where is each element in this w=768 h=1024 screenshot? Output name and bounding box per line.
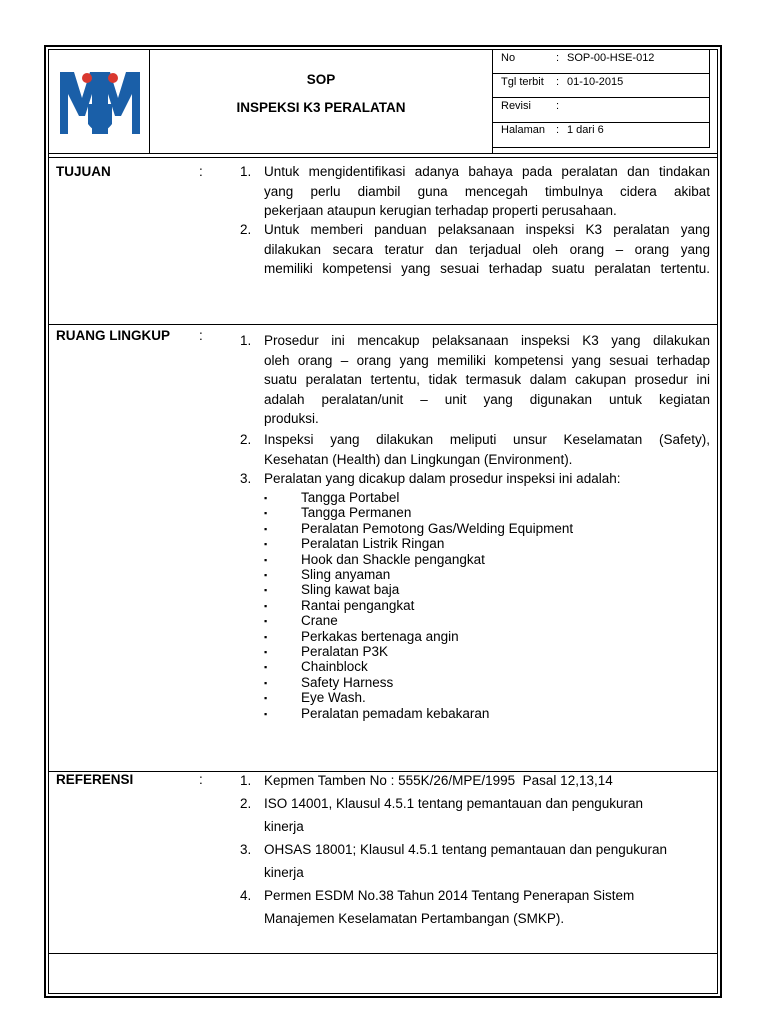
item-text xyxy=(264,769,710,792)
item-text xyxy=(264,220,710,279)
text-line: ISO 14001, Klausul 4.5.1 tentang pemantauan dan pengukuran xyxy=(264,796,644,811)
item-number: 4. xyxy=(240,888,252,903)
bullet-icon: ▪ xyxy=(264,539,268,549)
meta-separator xyxy=(492,147,710,148)
bullet-icon: ▪ xyxy=(264,585,268,595)
item-number: 3. xyxy=(240,471,252,486)
bullet-icon: ▪ xyxy=(264,632,268,642)
list-item-text: Tangga Permanen xyxy=(301,505,412,520)
list-item-text: Eye Wash. xyxy=(301,690,366,705)
company-logo xyxy=(58,64,142,136)
text-line: Untuk memberi panduan pelaksanaan inspeksi K3 peralatan yang xyxy=(264,222,710,237)
text-line: kinerja xyxy=(264,819,304,834)
text-line: Peralatan yang dicakup dalam prosedur inspeksi ini adalah: xyxy=(264,471,621,486)
meta-row-halaman xyxy=(492,122,710,146)
item-text xyxy=(264,469,710,489)
list-item-text: Rantai pengangkat xyxy=(301,598,415,613)
section-label-tujuan: TUJUAN xyxy=(56,164,111,179)
header-bottom-rule-2 xyxy=(48,157,718,158)
meta-key: Revisi xyxy=(501,100,531,112)
text-line: dilakukan secara teratur dan terjadual oleh orang – orang yang xyxy=(264,241,710,257)
list-item-text: Peralatan P3K xyxy=(301,644,389,659)
list-item-text: Hook dan Shackle pengangkat xyxy=(301,552,485,567)
bullet-icon: ▪ xyxy=(264,508,268,518)
text-line: produksi. xyxy=(264,411,319,426)
doc-type-title: SOP xyxy=(306,72,336,87)
text-line: Prosedur ini mencakup pelaksanaan inspeksi K3 yang dilakukan xyxy=(264,333,710,348)
section-divider-ruang-lingkup xyxy=(48,324,718,325)
document-meta-table xyxy=(492,49,710,148)
text-line: memiliki kompetensi yang sesuai terhadap suatu peralatan tertentu. xyxy=(264,261,710,276)
list-item-text: Peralatan Pemotong Gas/Welding Equipment xyxy=(301,521,574,536)
item-text xyxy=(264,430,710,469)
list-item-text: Chainblock xyxy=(301,659,368,674)
meta-colon: : xyxy=(556,100,560,112)
item-text xyxy=(264,884,710,930)
text-line: kinerja xyxy=(264,865,304,880)
text-line: adalah peralatan/unit – unit yang digunakan untuk kegiatan xyxy=(264,391,710,407)
text-line: Kesehatan (Health) dan Lingkungan (Environment). xyxy=(264,451,573,467)
list-item-text: Tangga Portabel xyxy=(301,490,400,505)
meta-key: Tgl terbit xyxy=(501,76,544,88)
text-line: yang perlu diambil guna mencegah timbulnya cidera akibat xyxy=(264,183,710,199)
section-label-ruang-lingkup: RUANG LINGKUP xyxy=(56,328,170,343)
bullet-icon: ▪ xyxy=(264,678,268,688)
bullet-icon: ▪ xyxy=(264,662,268,672)
section-colon: : xyxy=(199,164,203,179)
section-colon: : xyxy=(199,328,203,343)
text-line: OHSAS 18001; Klausul 4.5.1 tentang pemantauan dan pengukuran xyxy=(264,842,668,857)
item-text xyxy=(264,331,710,429)
bullet-icon: ▪ xyxy=(264,601,268,611)
section-label-referensi: REFERENSI xyxy=(56,772,134,787)
bullet-icon: ▪ xyxy=(264,493,268,503)
text-line: Permen ESDM No.38 Tahun 2014 Tentang Penerapan Sistem xyxy=(264,888,635,903)
list-item-text: Safety Harness xyxy=(301,675,394,690)
bullet-icon: ▪ xyxy=(264,570,268,580)
text-line: Inspeksi yang dilakukan meliputi unsur Keselamatan (Safety), xyxy=(264,432,710,447)
text-line: suatu peralatan tertentu, tidak termasuk dalam cakupan prosedur ini xyxy=(264,372,710,387)
meta-row-revisi xyxy=(492,98,710,122)
bullet-icon: ▪ xyxy=(264,647,268,657)
meta-colon: : xyxy=(556,124,560,136)
bullet-icon: ▪ xyxy=(264,524,268,534)
bullet-icon: ▪ xyxy=(264,693,268,703)
meta-value: 01-10-2015 xyxy=(567,76,624,88)
meta-value: 1 dari 6 xyxy=(567,124,604,136)
item-number: 1. xyxy=(240,333,252,348)
list-item-text: Sling anyaman xyxy=(301,567,391,582)
meta-key: No xyxy=(501,52,516,64)
list-item-text: Crane xyxy=(301,613,338,628)
item-text xyxy=(264,162,710,221)
item-text xyxy=(264,792,710,838)
text-line: oleh orang – orang yang memiliki kompetensi yang sesuai terhadap xyxy=(264,352,710,368)
meta-colon: : xyxy=(556,76,560,88)
section-divider-footer xyxy=(48,953,718,954)
meta-key: Halaman xyxy=(501,124,546,136)
item-number: 1. xyxy=(240,773,252,788)
section-colon: : xyxy=(199,772,203,787)
meta-row-no xyxy=(492,50,710,74)
bullet-icon: ▪ xyxy=(264,555,268,565)
list-item-text: Sling kawat baja xyxy=(301,582,400,597)
text-line: Untuk mengidentifikasi adanya bahaya pada peralatan dan tindakan xyxy=(264,164,710,179)
item-number: 2. xyxy=(240,222,252,237)
item-number: 3. xyxy=(240,842,252,857)
meta-row-tgl-terbit xyxy=(492,74,710,98)
item-number: 2. xyxy=(240,432,252,447)
text-line: Kepmen Tamben No : 555K/26/MPE/1995 Pasal 12,13,14 xyxy=(264,773,613,788)
text-line: pekerjaan ataupun kerugian terhadap properti perusahaan. xyxy=(264,203,617,218)
meta-value: SOP-00-HSE-012 xyxy=(567,52,655,64)
list-item-text: Peralatan pemadam kebakaran xyxy=(301,706,490,721)
item-text xyxy=(264,838,710,884)
item-number: 2. xyxy=(240,796,252,811)
list-item-text: Peralatan Listrik Ringan xyxy=(301,536,445,551)
meta-colon: : xyxy=(556,52,560,64)
item-number: 1. xyxy=(240,164,252,179)
bullet-icon: ▪ xyxy=(264,616,268,626)
bullet-icon: ▪ xyxy=(264,709,268,719)
doc-title: INSPEKSI K3 PERALATAN xyxy=(236,100,406,115)
text-line: Manajemen Keselamatan Pertambangan (SMKP). xyxy=(264,911,565,926)
header-bottom-rule xyxy=(48,153,718,154)
list-item-text: Perkakas bertenaga angin xyxy=(301,629,459,644)
